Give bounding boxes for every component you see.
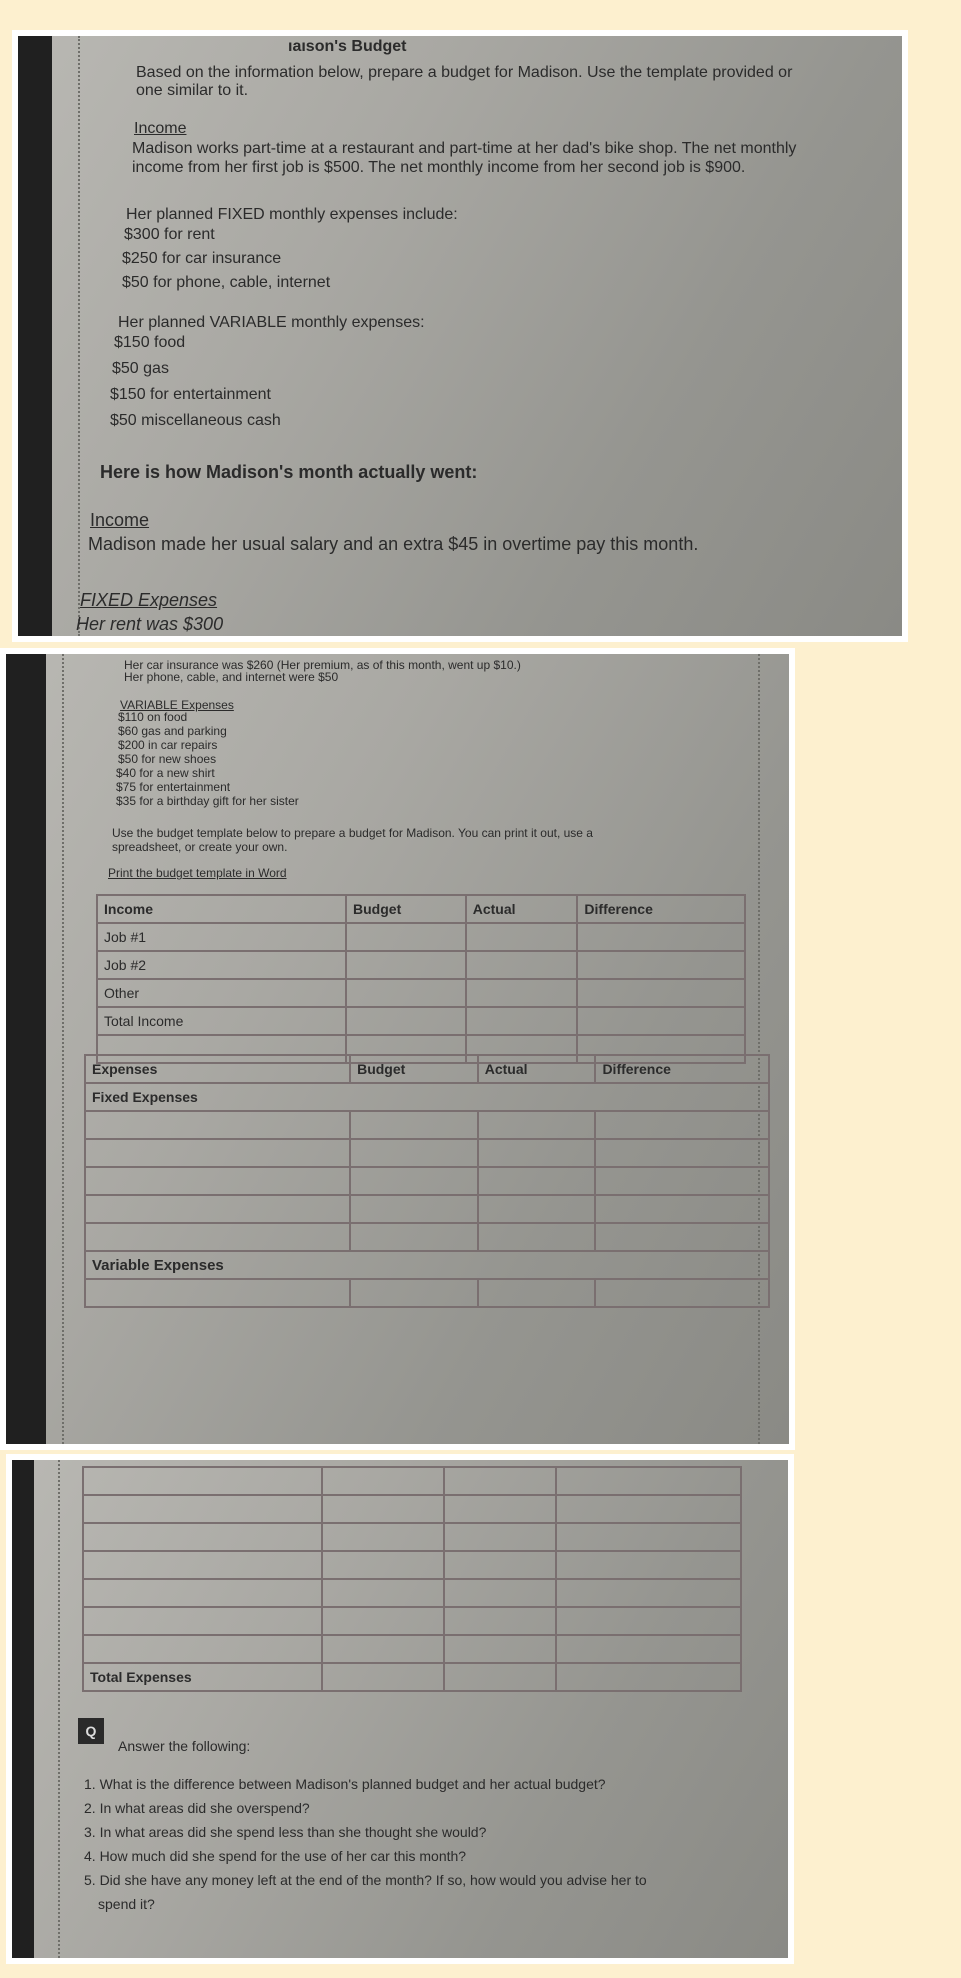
actual-cell[interactable] [478,1111,596,1139]
variable-item: $150 food [114,334,186,351]
expense-cell[interactable] [85,1279,350,1307]
expense-cell[interactable] [83,1579,322,1607]
difference-cell[interactable] [556,1579,741,1607]
budget-cell[interactable] [350,1167,478,1195]
total-expenses-label: Total Expenses [83,1663,322,1691]
budget-cell[interactable] [322,1523,444,1551]
table-row [85,1223,769,1251]
expense-cell[interactable] [83,1635,322,1663]
variable-expenses-table [82,1466,742,1692]
actual-cell[interactable] [444,1523,556,1551]
budget-cell[interactable] [322,1551,444,1579]
question-item: 5. Did she have any money left at the end of the month? If so, how would you advise her to [84,1872,647,1888]
fixed-intro: Her planned FIXED monthly expenses include: [126,206,458,223]
difference-header: Difference [595,1055,769,1083]
difference-cell[interactable] [595,1111,769,1139]
expense-cell[interactable] [83,1523,322,1551]
print-template-link[interactable]: Print the budget template in Word [108,866,287,880]
variable-item: $150 for entertainment [110,386,271,403]
expense-cell[interactable] [85,1223,350,1251]
fixed-item: $250 for car insurance [122,250,282,267]
budget-cell[interactable] [322,1579,444,1607]
actual-heading: Here is how Madison's month actually went: [100,462,478,482]
variable-item: $50 miscellaneous cash [110,412,281,429]
question-item: 3. In what areas did she spend less than she thought she would? [84,1824,487,1840]
paper-sheet [6,654,789,1444]
budget-cell[interactable] [350,1279,478,1307]
variable-item: $75 for entertainment [116,780,231,794]
budget-cell[interactable] [322,1495,444,1523]
actual-cell[interactable] [478,1279,596,1307]
table-row [97,1007,745,1035]
binder-edge [18,36,52,636]
difference-cell[interactable] [556,1523,741,1551]
question-item: 1. What is the difference between Madison's planned budget and her actual budget? [84,1776,606,1792]
actual-cell[interactable] [444,1579,556,1607]
table-row [85,1279,769,1307]
actual-cell[interactable] [444,1467,556,1495]
expense-cell[interactable] [85,1111,350,1139]
difference-cell[interactable] [577,1007,745,1035]
actual-cell[interactable] [444,1635,556,1663]
expense-cell[interactable] [85,1195,350,1223]
difference-cell[interactable] [577,951,745,979]
fixed-expenses-heading: FIXED Expenses [80,590,218,610]
income-line-2: income from her first job is $500. The net monthly income from her second job is $900. [132,159,746,176]
expense-cell[interactable] [85,1139,350,1167]
photo-budget-template [0,648,795,1450]
expense-cell[interactable] [85,1167,350,1195]
variable-item: $110 on food [118,710,188,724]
actual-income-heading: Income [90,510,150,530]
actual-cell[interactable] [478,1139,596,1167]
difference-cell[interactable] [577,923,745,951]
actual-cell[interactable] [466,923,578,951]
income-header: Income [97,895,346,923]
row-label: Total Income [97,1007,346,1035]
variable-item: $40 for a new shirt [116,766,215,780]
variable-section-row [85,1251,769,1279]
difference-cell[interactable] [595,1139,769,1167]
variable-expenses-label: Variable Expenses [85,1251,769,1279]
variable-item: $50 for new shoes [118,752,217,766]
instructions-line-2: spreadsheet, or create your own. [112,840,288,854]
actual-cell[interactable] [466,1007,578,1035]
variable-item: $60 gas and parking [118,724,227,738]
actual-income-text: Madison made her usual salary and an extra $45 in overtime pay this month. [88,534,699,554]
table-row [83,1467,741,1495]
table-row [97,979,745,1007]
table-row [83,1635,741,1663]
row-label: Job #2 [97,951,346,979]
budget-cell[interactable] [346,951,466,979]
difference-cell[interactable] [595,1279,769,1307]
expenses-table [84,1054,770,1308]
table-row [83,1607,741,1635]
difference-cell[interactable] [577,979,745,1007]
margin-line [78,36,80,636]
intro-line-2: one similar to it. [136,82,249,99]
difference-cell[interactable] [595,1167,769,1195]
budget-cell[interactable] [322,1607,444,1635]
table-row [83,1579,741,1607]
table-row [85,1139,769,1167]
margin-line-right [758,654,760,1444]
question-item-continued: spend it? [98,1896,155,1912]
income-heading: Income [134,120,187,137]
actual-cell[interactable] [444,1607,556,1635]
total-expenses-row [83,1663,741,1691]
table-row [85,1111,769,1139]
difference-cell[interactable] [556,1495,741,1523]
variable-heading: VARIABLE Expenses [120,698,234,712]
answer-intro: Answer the following: [118,1738,251,1754]
budget-header: Budget [350,1055,478,1083]
question-item: 4. How much did she spend for the use of her car this month? [84,1848,467,1864]
budget-cell[interactable] [350,1195,478,1223]
fixed-section-row [85,1083,769,1111]
expense-cell[interactable] [83,1467,322,1495]
photo-budget-intro [12,30,908,642]
binder-edge [6,654,46,1444]
difference-cell[interactable] [595,1223,769,1251]
row-label: Job #1 [97,923,346,951]
variable-item: $35 for a birthday gift for her sister [116,794,299,808]
actual-header: Actual [466,895,578,923]
question-item: 2. In what areas did she overspend? [84,1800,310,1816]
budget-header: Budget [346,895,466,923]
question-badge-icon: Q [78,1718,104,1744]
budget-cell[interactable] [350,1139,478,1167]
difference-cell[interactable] [556,1663,741,1691]
income-header-row [97,895,745,923]
income-table [96,894,746,1064]
difference-cell[interactable] [595,1195,769,1223]
difference-cell[interactable] [556,1635,741,1663]
actual-cell[interactable] [478,1167,596,1195]
fixed-item: $50 for phone, cable, internet [122,274,331,291]
table-row [83,1551,741,1579]
table-row [83,1495,741,1523]
variable-intro: Her planned VARIABLE monthly expenses: [118,314,425,331]
actual-cell[interactable] [466,951,578,979]
difference-cell[interactable] [556,1551,741,1579]
expense-cell[interactable] [83,1607,322,1635]
instructions-line-1: Use the budget template below to prepare a budget for Madison. You can print it out, use a [112,826,593,840]
difference-cell[interactable] [556,1607,741,1635]
table-row [97,951,745,979]
budget-cell[interactable] [322,1467,444,1495]
page-title: ıaıson's Budget [288,38,407,55]
expenses-header: Expenses [85,1055,350,1083]
intro-line-1: Based on the information below, prepare a budget for Madison. Use the template provided or [136,64,793,81]
actual-cell[interactable] [478,1195,596,1223]
paper-sheet [12,1460,788,1958]
actual-cell[interactable] [444,1551,556,1579]
table-row [85,1167,769,1195]
budget-cell[interactable] [346,979,466,1007]
budget-cell[interactable] [346,1007,466,1035]
fixed-expenses-label: Fixed Expenses [85,1083,769,1111]
margin-line [58,1460,60,1958]
income-line-1: Madison works part-time at a restaurant and part-time at her dad's bike shop. The net monthly [132,140,797,157]
actual-header: Actual [478,1055,596,1083]
margin-line [62,654,64,1444]
expense-cell[interactable] [83,1495,322,1523]
difference-cell[interactable] [556,1467,741,1495]
phone-line: Her phone, cable, and internet were $50 [124,670,339,684]
insurance-line: Her car insurance was $260 (Her premium, as of this month, went up $10.) [124,658,521,672]
row-label: Other [97,979,346,1007]
actual-cell[interactable] [466,979,578,1007]
rent-line: Her rent was $300 [76,614,224,634]
table-row [83,1523,741,1551]
binder-edge [12,1460,34,1958]
budget-cell[interactable] [350,1111,478,1139]
actual-cell[interactable] [478,1223,596,1251]
expense-cell[interactable] [83,1551,322,1579]
table-row [85,1195,769,1223]
table-row [97,923,745,951]
expenses-header-row [85,1055,769,1083]
budget-cell[interactable] [350,1223,478,1251]
budget-cell[interactable] [322,1635,444,1663]
budget-cell[interactable] [346,923,466,951]
photo-questions [6,1454,794,1964]
paper-sheet [18,36,902,636]
difference-header: Difference [577,895,745,923]
variable-item: $200 in car repairs [118,738,218,752]
variable-item: $50 gas [112,360,169,377]
actual-cell[interactable] [444,1663,556,1691]
fixed-item: $300 for rent [124,226,215,243]
actual-cell[interactable] [444,1495,556,1523]
budget-cell[interactable] [322,1663,444,1691]
